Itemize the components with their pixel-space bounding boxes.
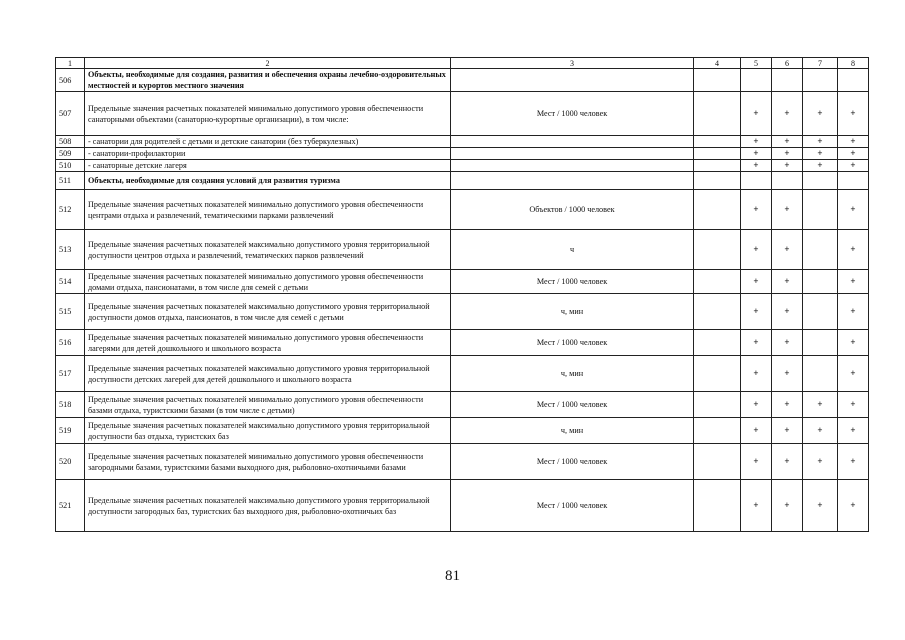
column-header: 2 — [85, 58, 451, 69]
table-row — [56, 444, 869, 480]
row-mark-col-8: + — [838, 356, 869, 392]
table-row — [56, 418, 869, 444]
row-mark-col-4 — [694, 356, 741, 392]
row-number: 507 — [56, 92, 85, 136]
row-description: - санатории для родителей с детьми и детские санатории (без туберкулезных) — [85, 136, 451, 148]
row-mark-col-5: + — [741, 294, 772, 330]
row-mark-col-7: + — [803, 418, 838, 444]
row-number: 512 — [56, 190, 85, 230]
row-mark-col-5: + — [741, 136, 772, 148]
row-mark-col-8: + — [838, 480, 869, 532]
row-mark-col-8: + — [838, 392, 869, 418]
column-header: 4 — [694, 58, 741, 69]
row-mark-col-5: + — [741, 230, 772, 270]
row-mark-col-6: + — [772, 294, 803, 330]
row-mark-col-5: + — [741, 330, 772, 356]
row-unit: ч, мин — [451, 418, 694, 444]
column-header: 3 — [451, 58, 694, 69]
row-mark-col-8 — [838, 69, 869, 92]
row-mark-col-7 — [803, 330, 838, 356]
row-number: 520 — [56, 444, 85, 480]
row-description: Предельные значения расчетных показателей минимально допустимого уровня обеспеченности лагерями для детей дошкольного и школьного возраста — [85, 330, 451, 356]
row-unit: ч, мин — [451, 356, 694, 392]
row-mark-col-8: + — [838, 294, 869, 330]
row-mark-col-7 — [803, 69, 838, 92]
row-mark-col-6: + — [772, 330, 803, 356]
row-description: Предельные значения расчетных показателей минимально допустимого уровня обеспеченности загородными базами, туристскими базами выходного дня, рыболовно-охотничьими базами — [85, 444, 451, 480]
row-unit — [451, 172, 694, 190]
row-mark-col-7 — [803, 172, 838, 190]
row-mark-col-5: + — [741, 480, 772, 532]
row-number: 506 — [56, 69, 85, 92]
table-row — [56, 172, 869, 190]
row-mark-col-4 — [694, 330, 741, 356]
row-mark-col-4 — [694, 69, 741, 92]
column-header-row — [56, 58, 869, 69]
row-mark-col-4 — [694, 148, 741, 160]
row-unit: Мест / 1000 человек — [451, 480, 694, 532]
row-mark-col-8: + — [838, 230, 869, 270]
row-mark-col-6: + — [772, 160, 803, 172]
row-number: 517 — [56, 356, 85, 392]
page-number: 81 — [445, 568, 460, 584]
row-mark-col-4 — [694, 392, 741, 418]
row-mark-col-4 — [694, 444, 741, 480]
row-mark-col-4 — [694, 480, 741, 532]
table-row — [56, 160, 869, 172]
row-description: Объекты, необходимые для создания, развития и обеспечения охраны лечебно-оздоровительных местностей и курортов местного значения — [85, 69, 451, 92]
row-number: 511 — [56, 172, 85, 190]
row-mark-col-4 — [694, 172, 741, 190]
row-mark-col-5: + — [741, 92, 772, 136]
table-row — [56, 480, 869, 532]
row-number: 518 — [56, 392, 85, 418]
row-mark-col-8 — [838, 172, 869, 190]
row-mark-col-5: + — [741, 392, 772, 418]
row-mark-col-6: + — [772, 418, 803, 444]
column-header: 8 — [838, 58, 869, 69]
row-number: 515 — [56, 294, 85, 330]
table-row — [56, 190, 869, 230]
row-mark-col-6: + — [772, 392, 803, 418]
row-mark-col-6: + — [772, 444, 803, 480]
row-mark-col-4 — [694, 190, 741, 230]
row-description: Предельные значения расчетных показателей максимально допустимого уровня территориальной доступности загородных баз, туристских баз выходного дня, рыболовно-охотничьих баз — [85, 480, 451, 532]
row-mark-col-5: + — [741, 418, 772, 444]
table-row — [56, 330, 869, 356]
row-number: 521 — [56, 480, 85, 532]
row-number: 513 — [56, 230, 85, 270]
row-mark-col-5 — [741, 69, 772, 92]
row-mark-col-6: + — [772, 92, 803, 136]
row-mark-col-4 — [694, 294, 741, 330]
table-row — [56, 69, 869, 92]
row-mark-col-8: + — [838, 330, 869, 356]
row-mark-col-8: + — [838, 270, 869, 294]
row-mark-col-7: + — [803, 136, 838, 148]
row-mark-col-4 — [694, 160, 741, 172]
row-unit: Мест / 1000 человек — [451, 92, 694, 136]
row-mark-col-6 — [772, 172, 803, 190]
row-description: - санатории-профилактории — [85, 148, 451, 160]
row-unit: Мест / 1000 человек — [451, 444, 694, 480]
row-mark-col-7 — [803, 356, 838, 392]
row-mark-col-5: + — [741, 148, 772, 160]
row-unit — [451, 160, 694, 172]
table-row — [56, 392, 869, 418]
column-header: 6 — [772, 58, 803, 69]
row-unit: Мест / 1000 человек — [451, 270, 694, 294]
row-mark-col-6: + — [772, 356, 803, 392]
row-number: 508 — [56, 136, 85, 148]
row-unit: Мест / 1000 человек — [451, 330, 694, 356]
row-mark-col-6: + — [772, 230, 803, 270]
row-number: 510 — [56, 160, 85, 172]
row-mark-col-5: + — [741, 444, 772, 480]
row-unit: Объектов / 1000 человек — [451, 190, 694, 230]
table-row — [56, 148, 869, 160]
row-mark-col-8: + — [838, 160, 869, 172]
row-unit: ч — [451, 230, 694, 270]
row-description: - санаторные детские лагеря — [85, 160, 451, 172]
row-mark-col-6: + — [772, 480, 803, 532]
table-body — [56, 58, 869, 532]
row-mark-col-6: + — [772, 190, 803, 230]
column-header: 7 — [803, 58, 838, 69]
row-number: 516 — [56, 330, 85, 356]
row-unit — [451, 69, 694, 92]
row-unit: ч, мин — [451, 294, 694, 330]
row-mark-col-5: + — [741, 160, 772, 172]
row-unit — [451, 148, 694, 160]
row-mark-col-6: + — [772, 136, 803, 148]
row-number: 514 — [56, 270, 85, 294]
row-mark-col-7: + — [803, 392, 838, 418]
table-row — [56, 270, 869, 294]
row-mark-col-6: + — [772, 148, 803, 160]
row-description: Предельные значения расчетных показателей максимально допустимого уровня территориальной доступности домов отдыха, пансионатов, в том числе для семей с детьми — [85, 294, 451, 330]
row-mark-col-8: + — [838, 92, 869, 136]
row-description: Объекты, необходимые для создания условий для развития туризма — [85, 172, 451, 190]
row-mark-col-8: + — [838, 444, 869, 480]
row-number: 519 — [56, 418, 85, 444]
column-header: 5 — [741, 58, 772, 69]
row-mark-col-5: + — [741, 270, 772, 294]
row-mark-col-7 — [803, 230, 838, 270]
row-description: Предельные значения расчетных показателей минимально допустимого уровня обеспеченности домами отдыха, пансионатами, в том числе для семей с детьми — [85, 270, 451, 294]
row-mark-col-5 — [741, 172, 772, 190]
row-mark-col-6 — [772, 69, 803, 92]
row-description: Предельные значения расчетных показателей максимально допустимого уровня территориальной доступности баз отдыха, туристских баз — [85, 418, 451, 444]
row-mark-col-8: + — [838, 136, 869, 148]
row-mark-col-7: + — [803, 148, 838, 160]
row-unit — [451, 136, 694, 148]
row-mark-col-5: + — [741, 356, 772, 392]
document-sheet — [55, 57, 868, 532]
row-mark-col-4 — [694, 136, 741, 148]
standards-table — [55, 57, 869, 532]
row-mark-col-7 — [803, 294, 838, 330]
row-mark-col-7: + — [803, 160, 838, 172]
row-number: 509 — [56, 148, 85, 160]
row-mark-col-7: + — [803, 444, 838, 480]
row-mark-col-8: + — [838, 148, 869, 160]
table-row — [56, 136, 869, 148]
row-description: Предельные значения расчетных показателей минимально допустимого уровня обеспеченности центрами отдыха и развлечений, тематическими парками развлечений — [85, 190, 451, 230]
table-row — [56, 92, 869, 136]
row-description: Предельные значения расчетных показателей максимально допустимого уровня территориальной доступности центров отдыха и развлечений, тематических парков развлечений — [85, 230, 451, 270]
row-mark-col-6: + — [772, 270, 803, 294]
row-mark-col-7: + — [803, 480, 838, 532]
row-mark-col-7: + — [803, 92, 838, 136]
row-mark-col-7 — [803, 190, 838, 230]
row-unit: Мест / 1000 человек — [451, 392, 694, 418]
table-row — [56, 294, 869, 330]
row-mark-col-8: + — [838, 190, 869, 230]
row-mark-col-4 — [694, 92, 741, 136]
table-row — [56, 356, 869, 392]
row-mark-col-8: + — [838, 418, 869, 444]
row-mark-col-4 — [694, 418, 741, 444]
table-row — [56, 230, 869, 270]
row-description: Предельные значения расчетных показателей минимально допустимого уровня обеспеченности базами отдыха, туристскими базами (в том числе с детьми) — [85, 392, 451, 418]
row-mark-col-4 — [694, 270, 741, 294]
row-description: Предельные значения расчетных показателей минимально допустимого уровня обеспеченности санаторными объектами (санаторно-курортные организации), в том числе: — [85, 92, 451, 136]
row-mark-col-5: + — [741, 190, 772, 230]
row-description: Предельные значения расчетных показателей максимально допустимого уровня территориальной доступности детских лагерей для детей дошкольного и школьного возраста — [85, 356, 451, 392]
column-header: 1 — [56, 58, 85, 69]
row-mark-col-7 — [803, 270, 838, 294]
row-mark-col-4 — [694, 230, 741, 270]
